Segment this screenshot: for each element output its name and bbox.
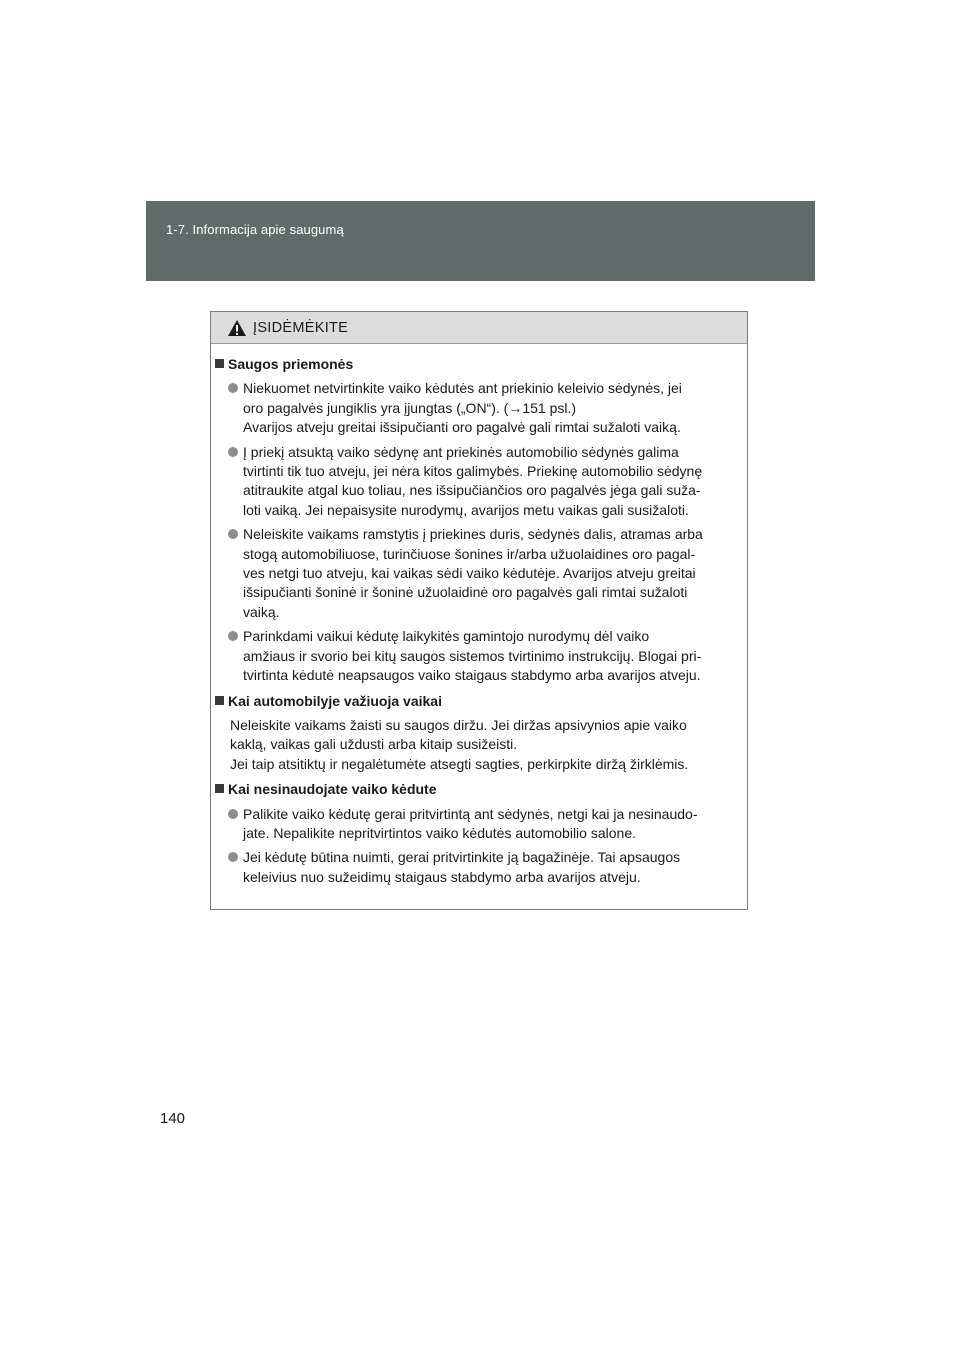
round-bullet-icon (228, 809, 238, 819)
round-bullet-icon (228, 383, 238, 393)
section-heading-safety-measures: Saugos priemonės (213, 355, 741, 374)
page-number: 140 (160, 1110, 186, 1127)
square-bullet-icon (215, 784, 224, 793)
paragraph: Neleiskite vaikams žaisti su saugos diržu. Jei diržas apsivynios apie vaiko kaklą, vaikas gali uždusti arba kitaip susižeisti. Jei taip atsitiktų ir negalėtumėte atsegti sagties, perkirpkite diržą žirklėmis. (230, 716, 689, 772)
warning-body (211, 344, 747, 887)
section-heading-seat-not-in-use: Kai nesinaudojate vaiko kėdute (213, 780, 741, 799)
warning-header (211, 312, 747, 344)
chapter-header-band (146, 201, 815, 281)
warning-title: ĮSIDĖMĖKITE (253, 319, 349, 336)
warning-triangle-icon (227, 319, 247, 337)
list-item: Į priekį atsuktą vaiko sėdynę ant priekinės automobilio sėdynės galima tvirtinti tik tuo atveju, jei nėra kitos galimybės. Priekinę automobilio sėdynę atitraukite atgal kuo toliau, nes išsipučiančios oro pagalvės jėga gali suža- loti vaiką. Jei nepaisysite nurodymų, avarijos metu vaikas gali susižaloti. (213, 443, 741, 521)
square-bullet-icon (215, 696, 224, 705)
round-bullet-icon (228, 447, 238, 457)
warning-box (210, 311, 748, 910)
round-bullet-icon (228, 631, 238, 641)
square-bullet-icon (215, 359, 224, 368)
list-item: Palikite vaiko kėdutę gerai pritvirtintą ant sėdynės, netgi kai ja nesinaudo- jate. Nepalikite nepritvirtintos vaiko kėdutės automobilio salone. (213, 805, 741, 844)
round-bullet-icon (228, 852, 238, 862)
section-title: 1-7. Informacija apie saugumą (166, 222, 344, 237)
list-item: Neleiskite vaikams ramstytis į priekines duris, sėdynės dalis, atramas arba stogą automobiliuose, turinčiuose šonines ir/arba užuolaidines oro pagal- ves netgi tuo atveju, kai vaikas sėdi vaiko kėdutėje. Avarijos atveju greitai išsipučianti šoninė ir šoninė užuolaidinė oro pagalvės gali rimtai sužaloti vaiką. (213, 525, 741, 622)
section-heading-children-in-vehicle: Kai automobilyje važiuoja vaikai (213, 692, 741, 711)
list-item: Parinkdami vaikui kėdutę laikykitės gamintojo nurodymų dėl vaiko amžiaus ir svorio bei kitų saugos sistemos tvirtinimo instrukcijų. Blogai pri- tvirtinta kėdutė neapsaugos vaiko staigaus stabdymo arba avarijos atveju. (213, 627, 741, 685)
list-item: Niekuomet netvirtinkite vaiko kėdutės ant priekinio keleivio sėdynės, jei oro pagalvės jungiklis yra įjungtas („ON“). (→151 psl.) Avarijos atveju greitai išsipučianti oro pagalvė gali rimtai sužaloti vaiką. (213, 379, 741, 437)
round-bullet-icon (228, 529, 238, 539)
list-item: Jei kėdutę būtina nuimti, gerai pritvirtinkite ją bagažinėje. Tai apsaugos keleivius nuo sužeidimų staigaus stabdymo arba avarijos atveju. (213, 848, 741, 887)
